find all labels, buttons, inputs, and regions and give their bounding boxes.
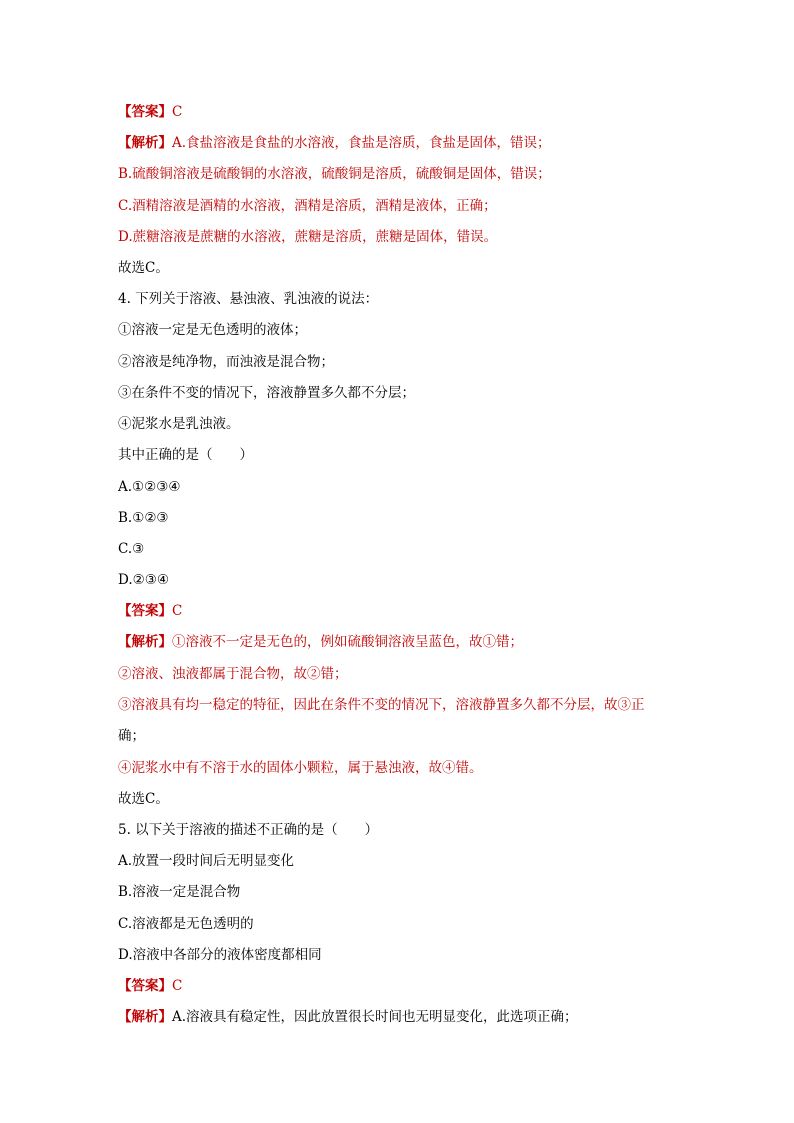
answer-value: C	[172, 978, 183, 994]
option-d: D.溶液中各部分的液体密度都相同	[118, 947, 322, 963]
statement-item: ③在条件不变的情况下，溶液静置多久都不分层；	[118, 385, 415, 401]
analysis-text: A.食盐溶液是食盐的水溶液，食盐是溶质，食盐是固体，错误；	[172, 135, 551, 151]
analysis-text: C.酒精溶液是酒精的水溶液，酒精是溶质，酒精是液体，正确；	[118, 198, 497, 214]
answer-line	[118, 601, 182, 621]
analysis-text: ②溶液、浊液都属于混合物，故②错；	[118, 666, 348, 682]
analysis-line	[118, 133, 551, 153]
statement-item: ④泥浆水是乳浊液。	[118, 416, 240, 432]
analysis-label: 【解析】	[118, 135, 172, 151]
analysis-line	[118, 1007, 578, 1027]
answer-label: 【答案】	[118, 603, 172, 619]
analysis-text: ③溶液具有均一稳定的特征，因此在条件不变的情况下，溶液静置多久都不分层，故③正	[118, 697, 645, 713]
option-a: A.①②③④	[118, 479, 181, 495]
answer-value: C	[172, 603, 183, 619]
analysis-text: D.蔗糖溶液是蔗糖的水溶液，蔗糖是溶质，蔗糖是固体，错误。	[118, 229, 498, 245]
analysis-label: 【解析】	[118, 1009, 172, 1025]
answer-line	[118, 102, 182, 122]
analysis-text: B.硫酸铜溶液是硫酸铜的水溶液，硫酸铜是溶质，硫酸铜是固体，错误；	[118, 166, 551, 182]
question-stem: 4. 下列关于溶液、悬浊液、乳浊液的说法：	[118, 291, 379, 307]
answer-label: 【答案】	[118, 104, 172, 120]
option-b: B.溶液一定是混合物	[118, 884, 241, 900]
analysis-text: ④泥浆水中有不溶于水的固体小颗粒，属于悬浊液，故④错。	[118, 760, 483, 776]
option-d: D.②③④	[118, 572, 169, 588]
conclusion-text: 故选C。	[118, 260, 169, 276]
option-b: B.①②③	[118, 510, 169, 526]
question-prompt: 其中正确的是（ ）	[118, 447, 253, 463]
option-c: C.③	[118, 541, 145, 557]
conclusion-text: 故选C。	[118, 791, 169, 807]
statement-item: ①溶液一定是无色透明的液体；	[118, 322, 307, 338]
answer-line	[118, 976, 182, 996]
statement-item: ②溶液是纯净物，而浊液是混合物；	[118, 354, 334, 370]
analysis-text: ①溶液不一定是无色的，例如硫酸铜溶液呈蓝色，故①错；	[172, 634, 523, 650]
analysis-text: 确；	[118, 728, 145, 744]
option-c: C.溶液都是无色透明的	[118, 916, 254, 932]
analysis-text: A.溶液具有稳定性，因此放置很长时间也无明显变化，此选项正确；	[172, 1009, 578, 1025]
answer-value: C	[172, 104, 183, 120]
answer-label: 【答案】	[118, 978, 172, 994]
analysis-label: 【解析】	[118, 634, 172, 650]
analysis-line	[118, 632, 523, 652]
option-a: A.放置一段时间后无明显变化	[118, 853, 295, 869]
question-stem: 5. 以下关于溶液的描述不正确的是（ ）	[118, 822, 379, 838]
